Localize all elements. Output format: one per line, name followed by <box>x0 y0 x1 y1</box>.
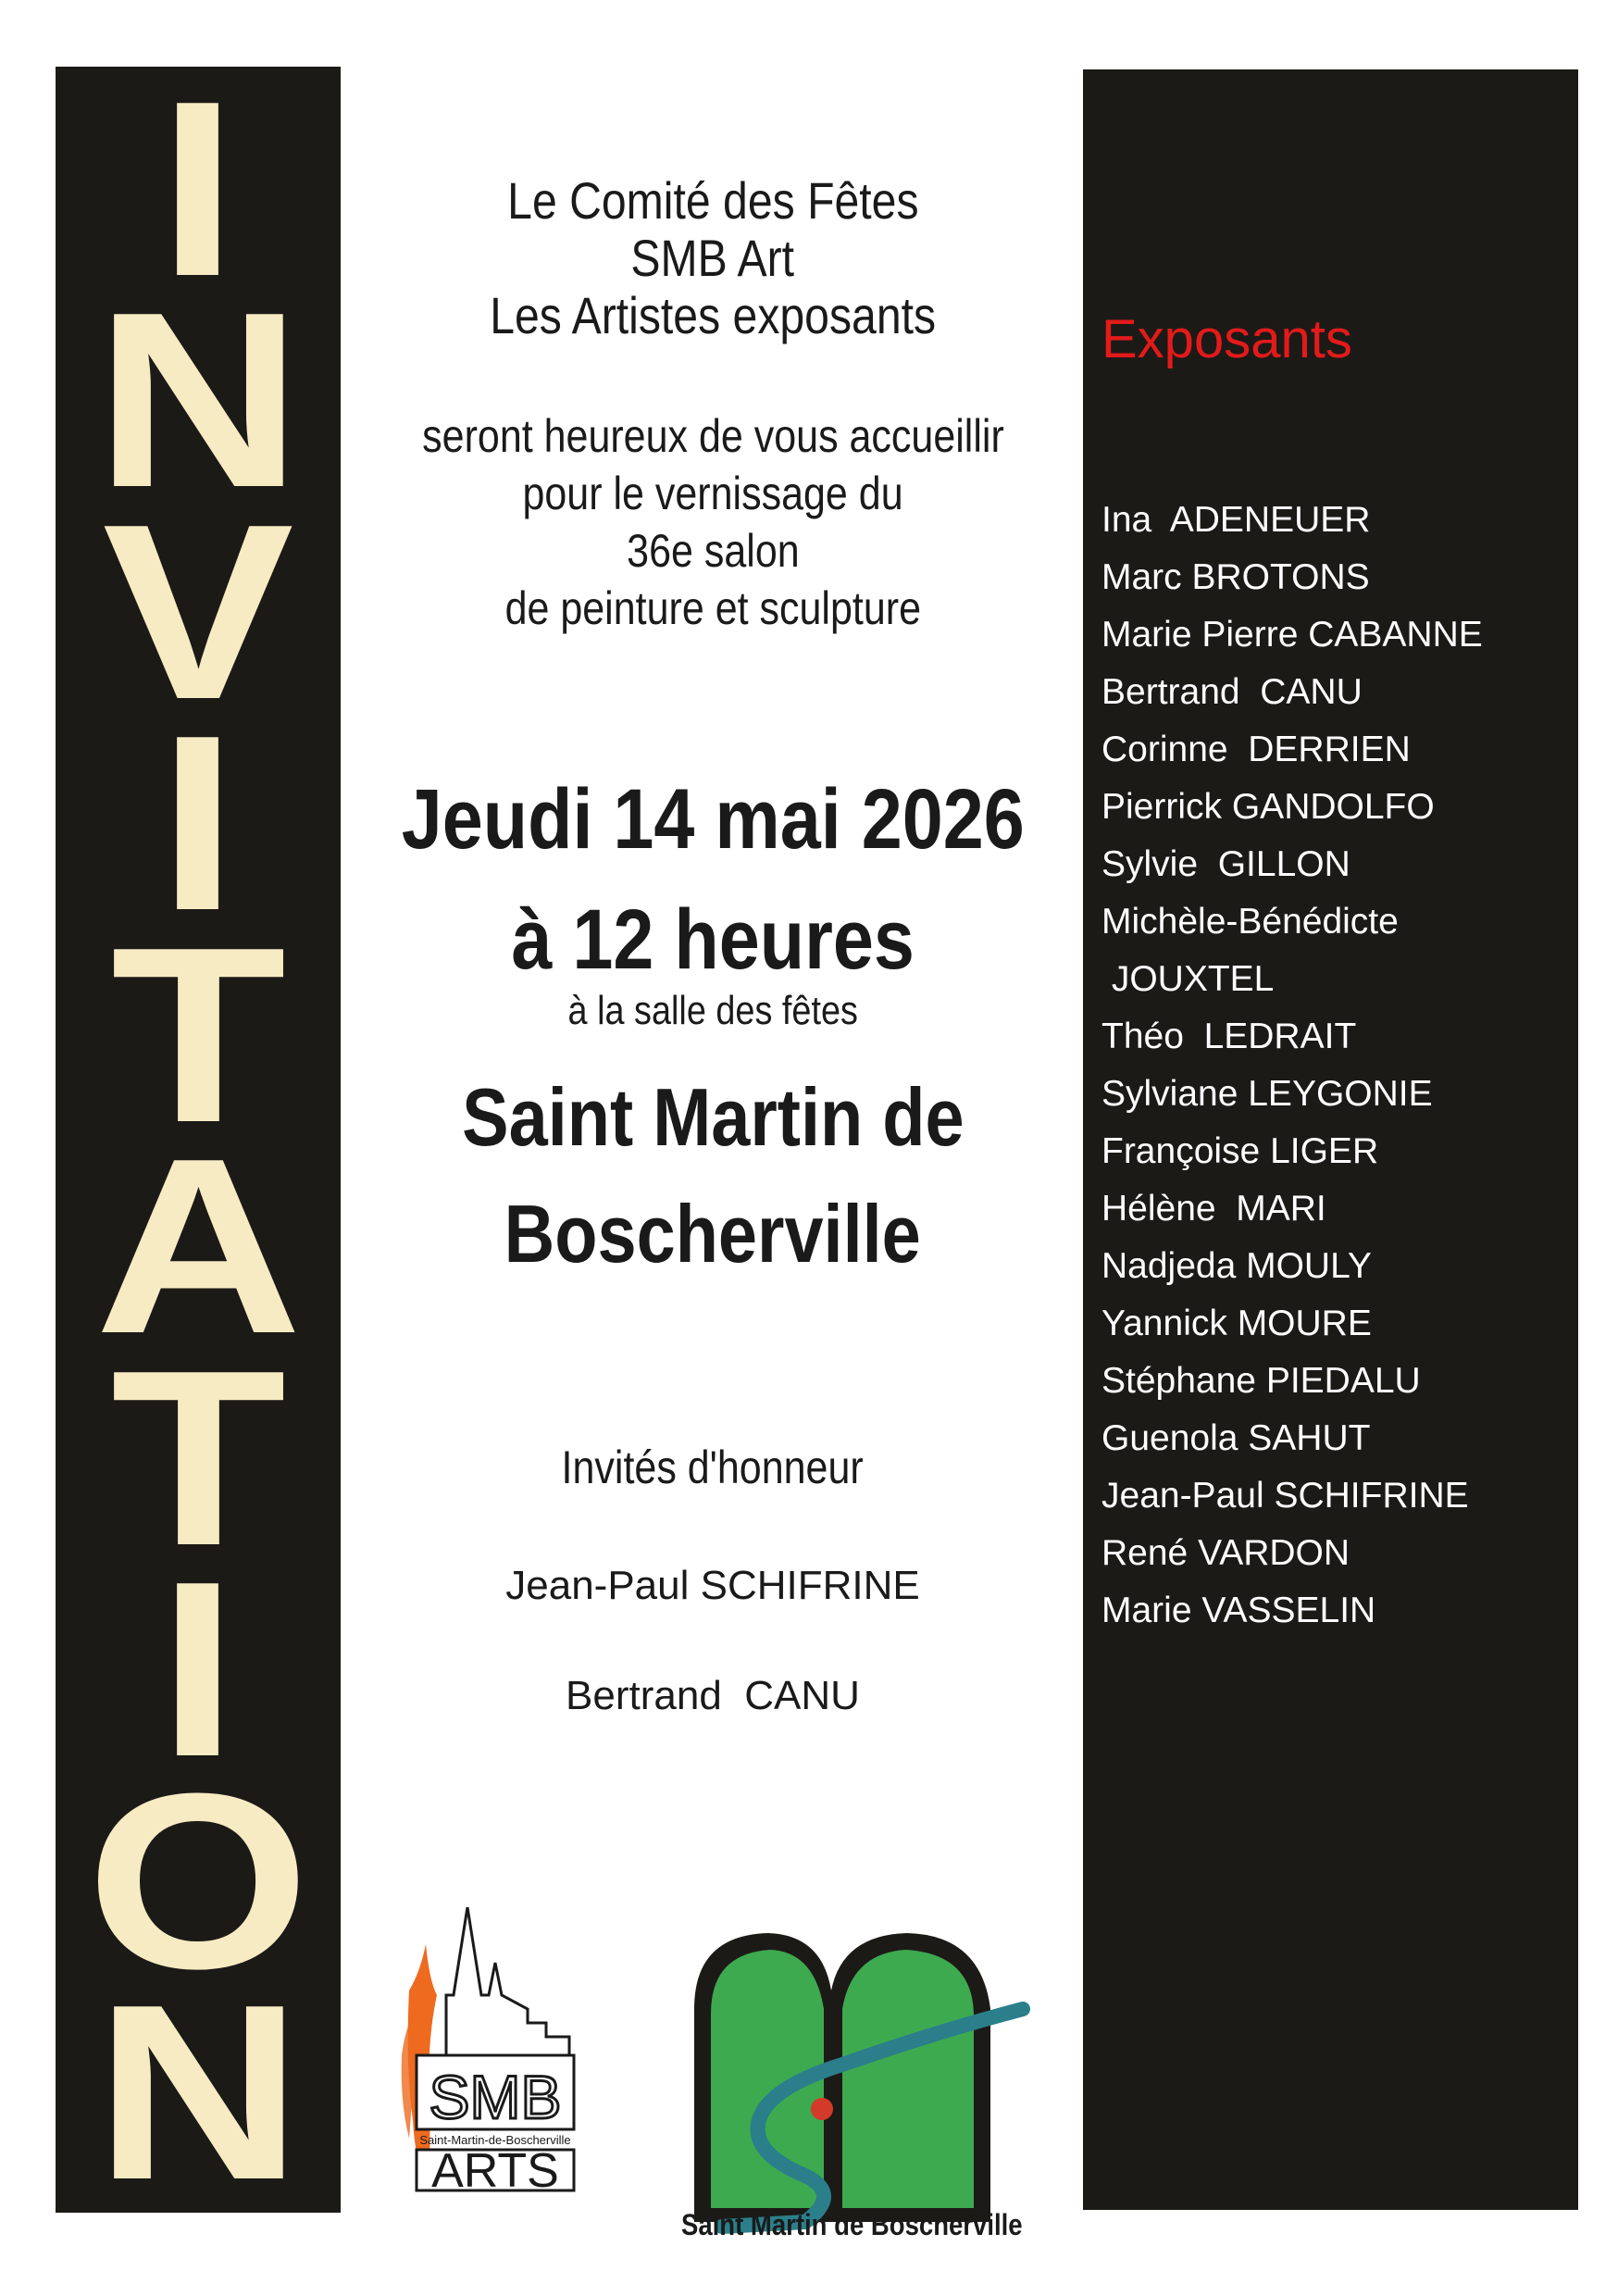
exhibitor-name: Marie Pierre CABANNE <box>1101 615 1483 655</box>
exhibitor-name: Yannick MOURE <box>1101 1304 1372 1343</box>
town-logo-caption <box>648 2208 1055 2242</box>
intro-line: seront heureux de vous accueillir <box>421 410 1004 462</box>
right-arch-shape <box>842 1950 974 2208</box>
host-line: Le Comité des Fêtes <box>506 171 919 230</box>
event-date: Jeudi 14 mai 2026 <box>401 772 1025 867</box>
guest-name: Bertrand CANU <box>566 1673 860 1718</box>
exhibitor-name: Marc BROTONS <box>1101 557 1370 597</box>
church-outline-shape <box>446 1907 467 2055</box>
exhibitor-name: Stéphane PIEDALU <box>1101 1361 1421 1401</box>
venue-name-line: Saint Martin de <box>461 1071 965 1163</box>
exhibitor-name: Hélène MARI <box>1101 1189 1326 1229</box>
exhibitor-list <box>1101 492 1483 1640</box>
banner-letter: I <box>157 50 239 329</box>
exhibitor-name: Pierrick GANDOLFO <box>1101 787 1435 827</box>
exhibitor-name: Guenola SAHUT <box>1101 1418 1371 1458</box>
event-time-block <box>342 889 1083 991</box>
exhibitor-name: Sylviane LEYGONIE <box>1101 1074 1433 1114</box>
banner-letter: I <box>157 684 239 964</box>
exhibitor-name: Ina ADENEUER <box>1101 500 1371 540</box>
smb-logo-subtext: Saint-Martin-de-Boscherville <box>419 2133 571 2147</box>
intro-block <box>342 407 1083 637</box>
exposants-title: Exposants <box>1101 309 1352 369</box>
smb-arts-logo <box>389 1907 592 2194</box>
event-date-block <box>342 768 1083 870</box>
host-line: SMB Art <box>630 229 795 287</box>
exhibitor-name: Sylvie GILLON <box>1101 844 1350 884</box>
venue-name-line: Boscherville <box>504 1188 922 1279</box>
venue-label-block <box>342 983 1083 1039</box>
town-logo <box>666 1907 1037 2240</box>
exhibitor-name: Michèle-Bénédicte <box>1101 902 1399 942</box>
host-line: Les Artistes exposants <box>490 286 936 344</box>
banner-letter: N <box>93 261 303 541</box>
exhibitor-name: Marie VASSELIN <box>1101 1591 1376 1630</box>
exhibitor-name: Nadjeda MOULY <box>1101 1246 1372 1286</box>
exhibitor-name: Corinne DERRIEN <box>1101 730 1411 769</box>
guest-name: Jean-Paul SCHIFRINE <box>505 1563 920 1608</box>
exposants-panel <box>1083 69 1578 2210</box>
banner-letter: T <box>110 1318 286 1598</box>
exhibitor-name: René VARDON <box>1101 1533 1350 1573</box>
hosts-block <box>342 172 1083 344</box>
smb-logo-text: SMB <box>429 2063 562 2131</box>
invitation-banner <box>56 50 341 2232</box>
town-logo-caption-text: Saint Martin de Boscherville <box>680 2208 1023 2241</box>
exhibitor-name: Théo LEDRAIT <box>1101 1017 1357 1056</box>
banner-letter: N <box>93 1953 303 2232</box>
arts-logo-text: ARTS <box>431 2144 559 2194</box>
banner-letter: O <box>86 1741 310 2021</box>
event-time: à 12 heures <box>511 892 915 987</box>
exhibitor-name: Jean-Paul SCHIFRINE <box>1101 1476 1469 1516</box>
banner-letter: A <box>93 1107 303 1387</box>
intro-line: 36e salon <box>626 525 800 577</box>
exhibitor-name: JOUXTEL <box>1101 959 1275 999</box>
intro-line: pour le vernissage du <box>522 468 903 519</box>
church-outline-shape <box>467 1907 569 2055</box>
banner-letter: I <box>157 1530 239 1810</box>
banner-letter: T <box>110 895 286 1175</box>
exhibitor-name: Bertrand CANU <box>1101 672 1363 712</box>
banner-letter: V <box>102 472 294 752</box>
guests-title-block <box>342 1439 1083 1496</box>
red-dot-shape <box>811 2098 833 2120</box>
guests-title: Invités d'honneur <box>561 1441 865 1493</box>
exhibitor-name: Françoise LIGER <box>1101 1131 1379 1171</box>
brush-stroke-shape <box>402 2016 414 2139</box>
venue-label: à la salle des fêtes <box>567 988 858 1033</box>
intro-line: de peinture et sculpture <box>504 582 921 634</box>
invitation-word <box>56 50 341 2232</box>
venue-name-block <box>342 1059 1083 1292</box>
